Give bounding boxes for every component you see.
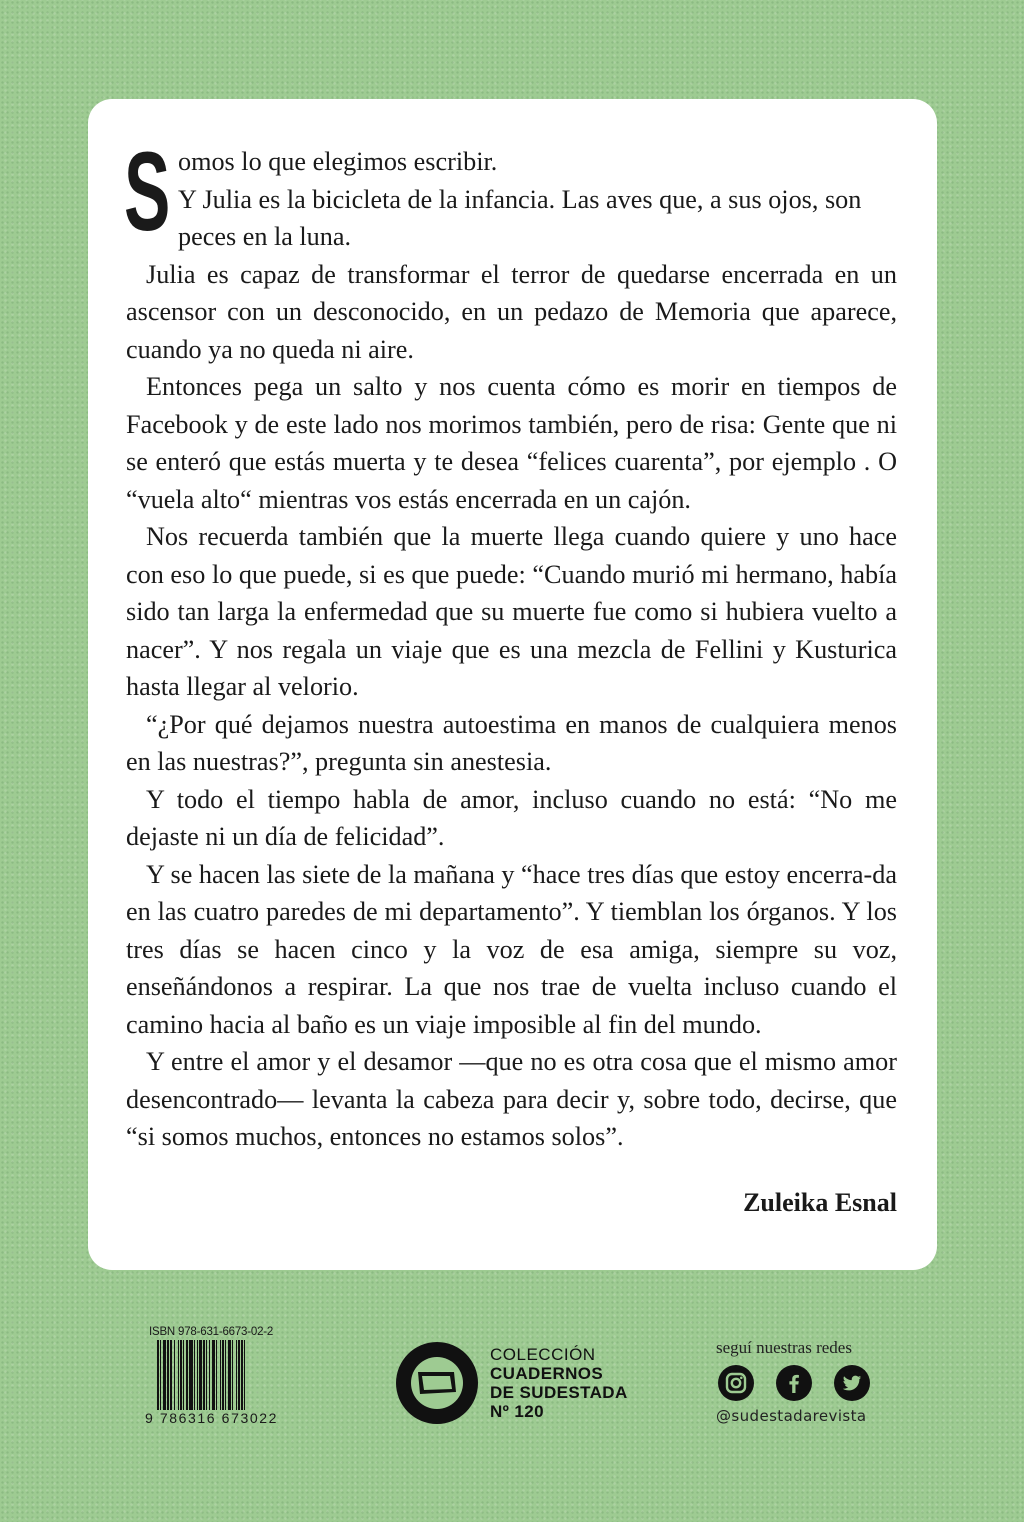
intro-line-2: Y Julia es la bicicleta de la infancia. Las aves que, a sus ojos, son bbox=[178, 184, 862, 214]
paragraph: Julia es capaz de transformar el terror de quedarse encerrada en un ascensor con un desconocido, en un pedazo de Memoria que aparece, cuando ya no queda ni aire. bbox=[126, 259, 897, 364]
instagram-icon[interactable] bbox=[718, 1365, 754, 1401]
text-card bbox=[88, 99, 937, 1270]
sudestada-logo-icon bbox=[396, 1342, 478, 1424]
paragraph: Y se hacen las siete de la mañana y “hace tres días que estoy encerra-da en las cuatro paredes de mi departamento”. Y tiemblan los órganos. Y los tres días se hacen cinco y la voz de esa amiga, siempre su voz, enseñándonos a respirar. La que nos trae de vuelta incluso cuando el camino hacia al baño es un viaje imposible al fin del mundo. bbox=[126, 859, 897, 1039]
social-title: seguí nuestras redes bbox=[716, 1338, 852, 1357]
twitter-icon[interactable] bbox=[834, 1365, 870, 1401]
paragraph: Nos recuerda también que la muerte llega cuando quiere y uno hace con eso lo que puede, si es que puede: “Cuando murió mi hermano, había sido tan larga la enfermedad que su muerte fue como si hubiera vuelto a nacer”. Y nos regala un viaje que es una mezcla de Fellini y Kusturica hasta llegar al velorio. bbox=[126, 522, 897, 701]
collection-label bbox=[490, 1345, 628, 1421]
social-handle: @sudestadarevista bbox=[716, 1407, 867, 1425]
barcode-gap bbox=[245, 1340, 248, 1410]
facebook-icon[interactable] bbox=[776, 1365, 812, 1401]
paragraph: Y entre el amor y el desamor —que no es otra cosa que el mismo amor desencontrado— levanta la cabeza para decir y, sobre todo, decirse, que “si somos muchos, entonces no estamos solos”. bbox=[126, 1047, 897, 1151]
drop-cap: S bbox=[124, 129, 171, 254]
isbn-digits: 9 786316 673022 bbox=[145, 1410, 278, 1426]
collection-number: Nº 120 bbox=[490, 1402, 544, 1421]
collection-line-1: COLECCIÓN bbox=[490, 1345, 596, 1364]
intro-line-1: omos lo que elegimos escribir. bbox=[178, 147, 498, 176]
opening-block bbox=[124, 129, 897, 256]
paragraph: Y todo el tiempo habla de amor, incluso cuando no está: “No me dejaste ni un día de felicidad”. bbox=[126, 784, 897, 851]
intro-line-3: peces en la luna. bbox=[178, 222, 352, 251]
paragraph: Entonces pega un salto y nos cuenta cómo es morir en tiempos de Facebook y de este lado nos morimos también, pero de risa: Gente que ni se enteró que estás muerta y te desea “felices cuarenta”, por ejemplo . O “vuela alto“ mientras vos estás encerrada en un cajón. bbox=[126, 372, 897, 514]
author-signature: Zuleika Esnal bbox=[743, 1187, 897, 1217]
paragraph: “¿Por qué dejamos nuestra autoestima en manos de cualquiera menos en las nuestras?”, pregunta sin anestesia. bbox=[126, 709, 897, 776]
social-icons bbox=[718, 1365, 870, 1401]
barcode-bars bbox=[157, 1340, 315, 1410]
isbn-barcode bbox=[143, 1326, 318, 1428]
collection-line-2: CUADERNOS bbox=[490, 1364, 604, 1383]
isbn-label: ISBN 978-631-6673-02-2 bbox=[149, 1326, 274, 1338]
collection-line-3: DE SUDESTADA bbox=[490, 1383, 628, 1402]
